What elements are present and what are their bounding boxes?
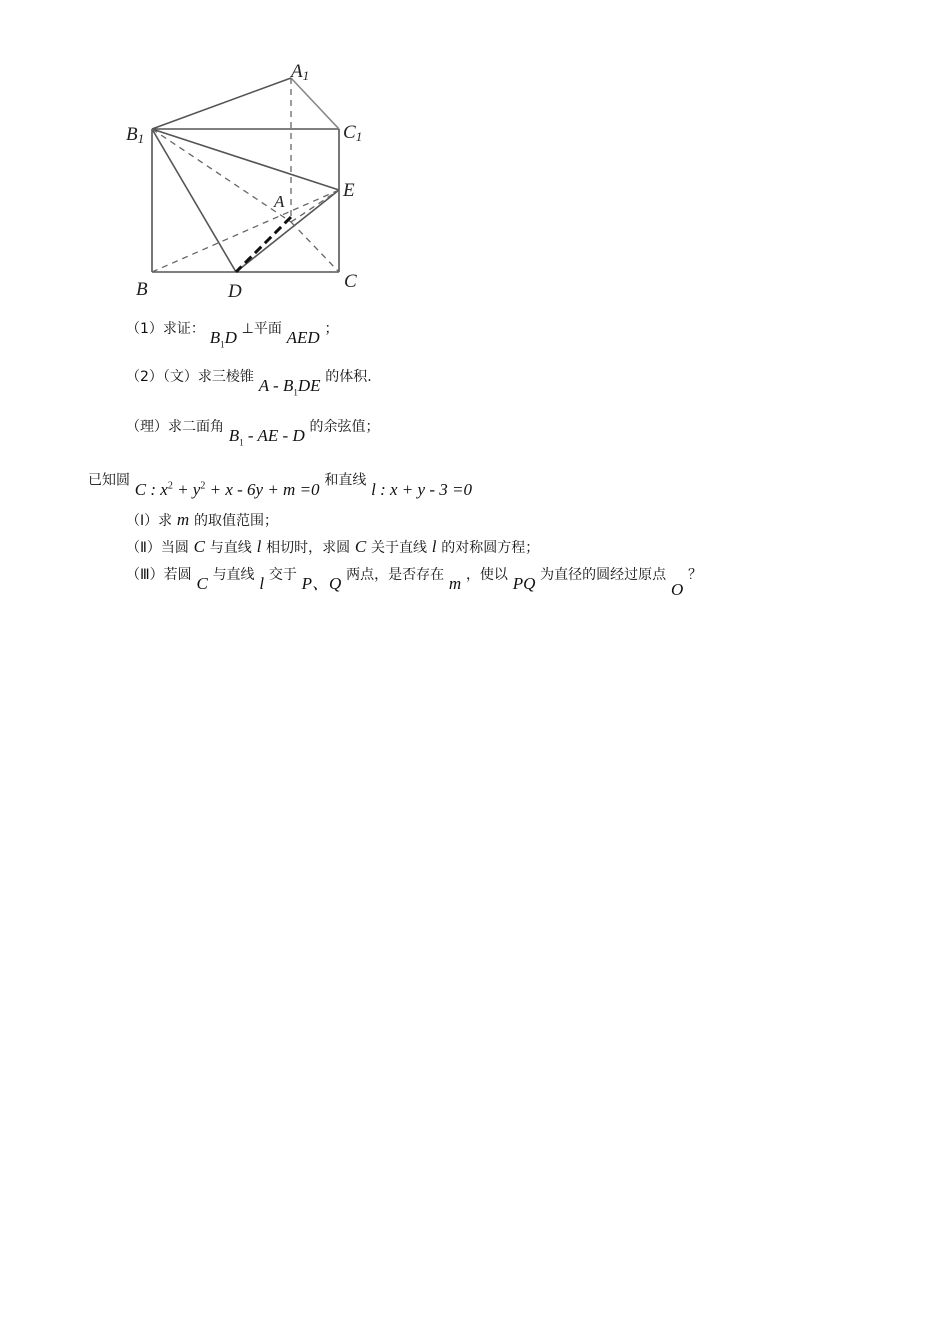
question-2-wen: （2）（文）求三棱锥 A - $B_1DE$ 的体积. [126, 369, 372, 398]
dashed-a-e [291, 190, 339, 222]
label-a: A [274, 192, 285, 211]
prism-figure [118, 55, 378, 305]
label-b: B [136, 279, 148, 300]
label-c1: C1 [343, 122, 363, 144]
edge-b1-d [152, 129, 236, 272]
edge-d-e [236, 190, 339, 272]
question-2-li: （理）求二面角 $B_1$ - AE - D 的余弦值； [126, 419, 380, 448]
dashed-a-c [291, 222, 339, 272]
edge-b1-a1 [152, 78, 291, 129]
label-c: C [344, 271, 357, 292]
edge-a1-c1 [291, 78, 339, 129]
math-m: m [176, 510, 190, 529]
math-aed: AED [286, 328, 320, 347]
label-d: D [228, 281, 242, 302]
label-a1: A1 [291, 61, 310, 83]
math-b1d: $B_1D$ [209, 328, 237, 350]
label-e: E [343, 180, 355, 201]
math-dihedral: $B_1$ - AE - D [228, 426, 305, 448]
problem-2-part-1: （Ⅰ）求 m 的取值范围； [126, 510, 278, 529]
dashed-b-e [152, 190, 339, 272]
problem-2-part-3: （Ⅲ）若圆 C 与直线 l 交于 P、Q 两点，是否存在 m ，使以 PQ 为直径的圆经过原点 O ？ [126, 567, 703, 599]
question-1: （1）求证： $B_1D$ ⊥平面 AED ； [126, 321, 339, 350]
dashed-b1-a [152, 129, 291, 222]
dashed-a-d-bold [236, 217, 291, 272]
edge-b1-e [152, 129, 339, 190]
math-tetra: A - $B_1DE$ [258, 376, 321, 398]
math-line-eq: l : x + y - 3 =0 [371, 479, 472, 499]
math-circle-eq: C : $x^2 + y^2 + x - 6y + m =0$ [134, 479, 320, 499]
label-b1: B1 [126, 124, 145, 146]
problem-2-part-2: （Ⅱ）当圆 C 与直线 l 相切时，求圆 C 关于直线 l 的对称圆方程； [126, 537, 540, 556]
problem-2-intro: 已知圆 C : $x^2 + y^2 + x - 6y + m =0$ 和直线 l : x + y - 3 =0 [88, 472, 472, 499]
